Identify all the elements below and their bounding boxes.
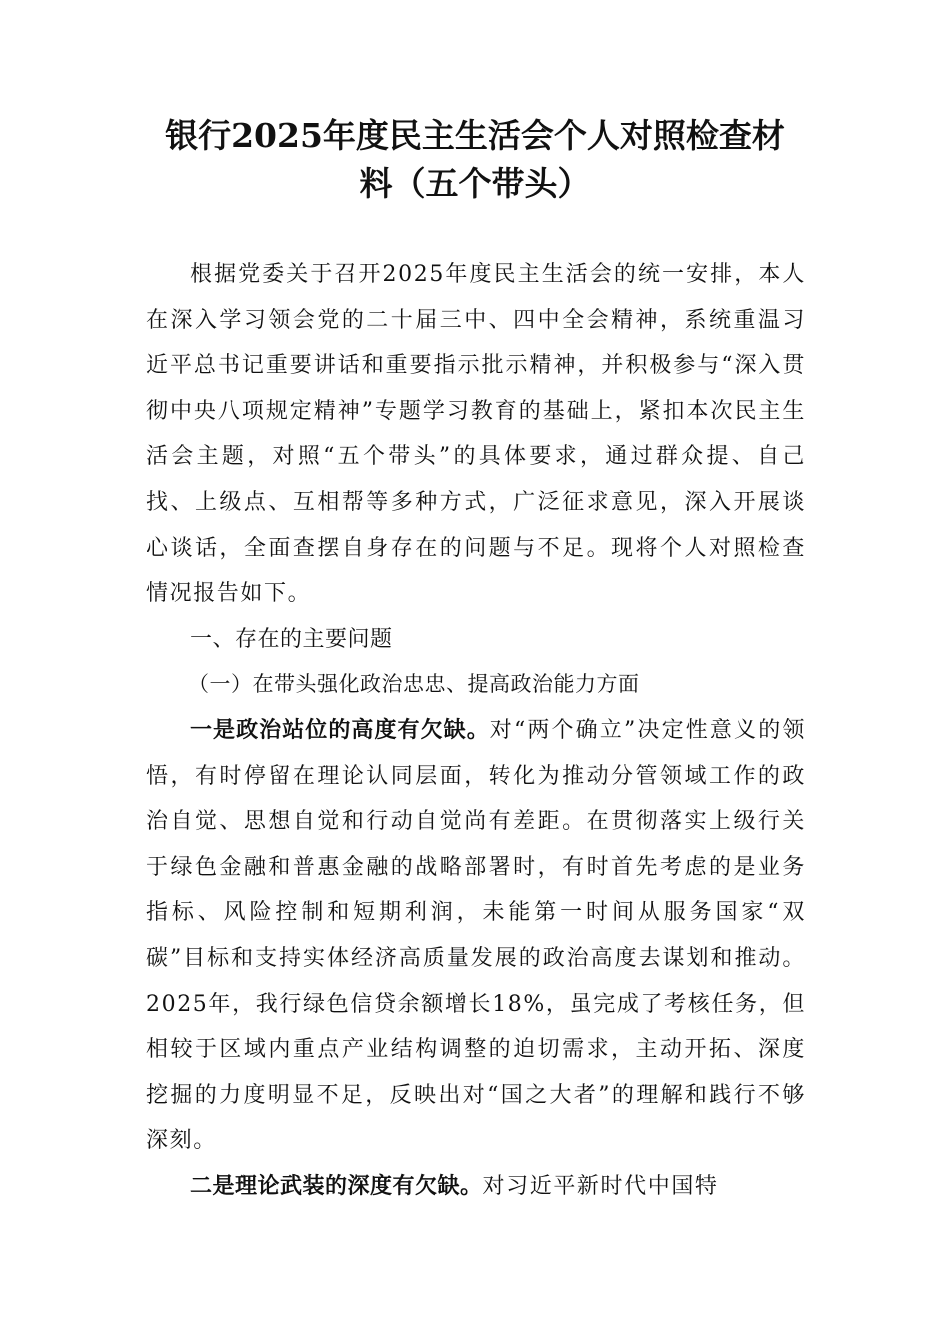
intro-paragraph: 根据党委关于召开2025年度民主生活会的统一安排，本人在深入学习领会党的二十届三中、四中全会精神，系统重温习近平总书记重要讲话和重要指示批示精神，并积极参与“深入贯彻中央八项规定精神”专题学习教育的基础上，紧扣本次民主生活会主题，对照“五个带头”的具体要求，通过群众提、自己找、上级点、互相帮等多种方式，广泛征求意见，深入开展谈心谈话，全面查摆自身存在的问题与不足。现将个人对照检查情况报告如下。 bbox=[146, 262, 806, 607]
title-line-2: 料（五个带头） bbox=[359, 164, 591, 203]
document-body bbox=[146, 252, 806, 1209]
point-lead-1: 一是政治站位的高度有欠缺。 bbox=[190, 717, 490, 743]
document-title bbox=[120, 112, 830, 208]
point-paragraph-1 bbox=[146, 708, 806, 1164]
section-heading-1: 一、存在的主要问题 bbox=[190, 626, 393, 652]
title-line-1: 银行2025年度民主生活会个人对照检查材 bbox=[165, 116, 785, 155]
point-text-1: 对“两个确立”决定性意义的领悟，有时停留在理论认同层面，转化为推动分管领域工作的政治自觉、思想自觉和行动自觉尚有差距。在贯彻落实上级行关于绿色金融和普惠金融的战略部署时，有时首先考虑的是业务指标、风险控制和短期利润，未能第一时间从服务国家“双碳”目标和支持实体经济高质量发展的政治高度去谋划和推动。2025年，我行绿色信贷余额增长18%，虽完成了考核任务，但相较于区域内重点产业结构调整的迫切需求，主动开拓、深度挖掘的力度明显不足，反映出对“国之大者”的理解和践行不够深刻。 bbox=[146, 717, 806, 1154]
subsection-heading-1: （一）在带头强化政治忠忠、提高政治能力方面 bbox=[188, 672, 640, 697]
point-paragraph-2 bbox=[146, 1164, 806, 1210]
point-text-2: 对习近平新时代中国特 bbox=[482, 1173, 719, 1199]
point-lead-2: 二是理论武装的深度有欠缺。 bbox=[190, 1173, 483, 1199]
